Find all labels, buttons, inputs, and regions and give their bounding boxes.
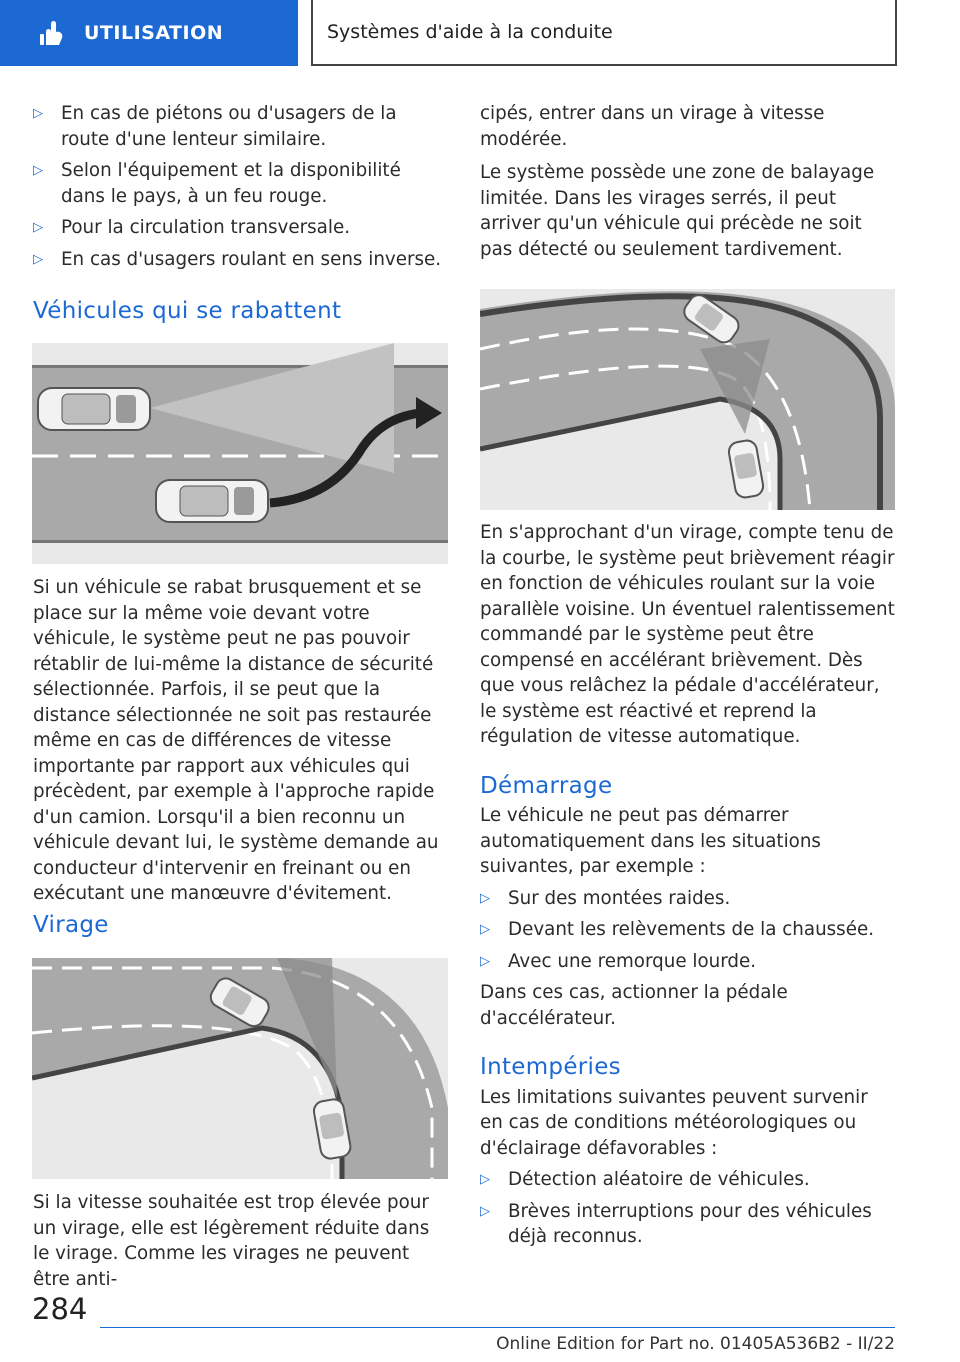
list-item: ▷ Brèves interruptions pour des véhicules déjà reconnus. bbox=[480, 1199, 896, 1250]
section-header bbox=[311, 0, 897, 66]
sharp-curve-drawing bbox=[480, 289, 895, 510]
list-item: ▷ Devant les relèvements de la chaussée. bbox=[480, 917, 896, 943]
list-item: ▷ Sur des montées raides. bbox=[480, 886, 896, 912]
triangle-bullet-icon: ▷ bbox=[33, 251, 43, 267]
right-column-top: cipés, entrer dans un virage à vitesse modérée. Le système possède une zone de balayage limitée. Dans les virages serrés, il peut arriver qu'un véhicule qui précède ne soit pas détecté ou seulement tardivement. bbox=[480, 103, 875, 260]
triangle-bullet-icon: ▷ bbox=[480, 1203, 490, 1219]
page-number: 284 bbox=[32, 1292, 88, 1326]
list-item: ▷ Pour la circulation transversale. bbox=[33, 215, 449, 241]
list-item: ▷ Selon l'équipement et la disponibilité dans le pays, à un feu rouge. bbox=[33, 158, 449, 209]
hand-pointer-icon bbox=[36, 18, 66, 48]
own-vehicle bbox=[38, 388, 150, 430]
edition-text: Online Edition for Part no. 01405A536B2 - II/22 bbox=[496, 1334, 895, 1354]
heading-virage: Virage bbox=[33, 912, 109, 938]
triangle-bullet-icon: ▷ bbox=[33, 106, 43, 121]
list-item: ▷ En cas d'usagers roulant en sens inverse. bbox=[33, 247, 449, 273]
triangle-bullet-icon: ▷ bbox=[480, 890, 490, 906]
cutting-in-vehicle bbox=[156, 480, 268, 522]
sharp-curve-illustration bbox=[480, 289, 895, 510]
triangle-bullet-icon: ▷ bbox=[480, 1172, 490, 1187]
triangle-bullet-icon: ▷ bbox=[33, 220, 43, 235]
chapter-tab[interactable] bbox=[0, 0, 298, 66]
list-item: ▷ En cas de piétons ou d'usagers de la route d'une lenteur similaire. bbox=[33, 101, 449, 152]
heading-vehicules-rabattent: Véhicules qui se rabattent bbox=[33, 298, 342, 324]
triangle-bullet-icon: ▷ bbox=[480, 922, 490, 937]
left-paragraph-1: Si un véhicule se rabat brusquement et se place sur la même voie devant votre véhicule, le système peut ne pas pouvoir rétablir de lui-même la distance de sécurité sélectionnée. Parfois, il se peut que la distance sélectionnée ne soit pas restaurée même en cas de différences de vitesse importante par rapport aux véhicules qui précèdent, par exemple à l'approche rapide d'un camion. Lorsqu'il a bien reconnu un véhicule devant lui, le système demande au conducteur d'intervenir en freinant ou en exécutant une manœuvre d'évitement. bbox=[33, 577, 439, 904]
right-column-bottom: En s'approchant d'un virage, compte tenu de la courbe, le système peut brièvement réagir en fonction de véhicules roulant sur la voie parallèle voisine. Un éventuel ralentissement commandé par le système peut être compensé en accélérant brièvement. Dès que vous relâchez la pédale d'accélérateur, le système est réactivé et reprend la régulation de vitesse automatique. Démarrage Le véhicule ne peut pas démarrer automatiquement dans les situations suivantes, par exemple : ▷ Sur des montées raides. ▷ Devant les relèvements de la chaussée. ▷ Avec une remorque lourde. Dans ces cas, actionner la pédale d'accélérateur. Intempéries Les limitations suivantes peuvent survenir en cas de conditions météorologiques ou d'éclairage défavorables : ▷ Détection aléatoire de véhicules. ▷ Brèves interruptions pour des véhicules déjà reconnus. bbox=[480, 520, 896, 1250]
section-title: Systèmes d'aide à la conduite bbox=[327, 21, 613, 43]
chapter-label: UTILISATION bbox=[84, 22, 224, 44]
cut-in-drawing bbox=[32, 343, 448, 564]
left-paragraph-2: Si la vitesse souhaitée est trop élevée pour un virage, elle est légèrement réduite dans le virage. Comme les virages ne peuvent être anti- bbox=[33, 1192, 430, 1290]
heading-demarrage: Démarrage bbox=[480, 772, 613, 799]
curve-illustration bbox=[32, 958, 448, 1179]
list-item: ▷ Détection aléatoire de véhicules. bbox=[480, 1167, 896, 1193]
left-column bbox=[33, 101, 449, 272]
triangle-bullet-icon: ▷ bbox=[33, 163, 43, 178]
list-item: ▷ Avec une remorque lourde. bbox=[480, 949, 896, 975]
cut-in-illustration bbox=[32, 343, 448, 564]
footer-divider bbox=[100, 1327, 895, 1328]
curve-drawing bbox=[32, 958, 448, 1179]
heading-intemperies: Intempéries bbox=[480, 1054, 621, 1080]
triangle-bullet-icon: ▷ bbox=[480, 953, 490, 969]
